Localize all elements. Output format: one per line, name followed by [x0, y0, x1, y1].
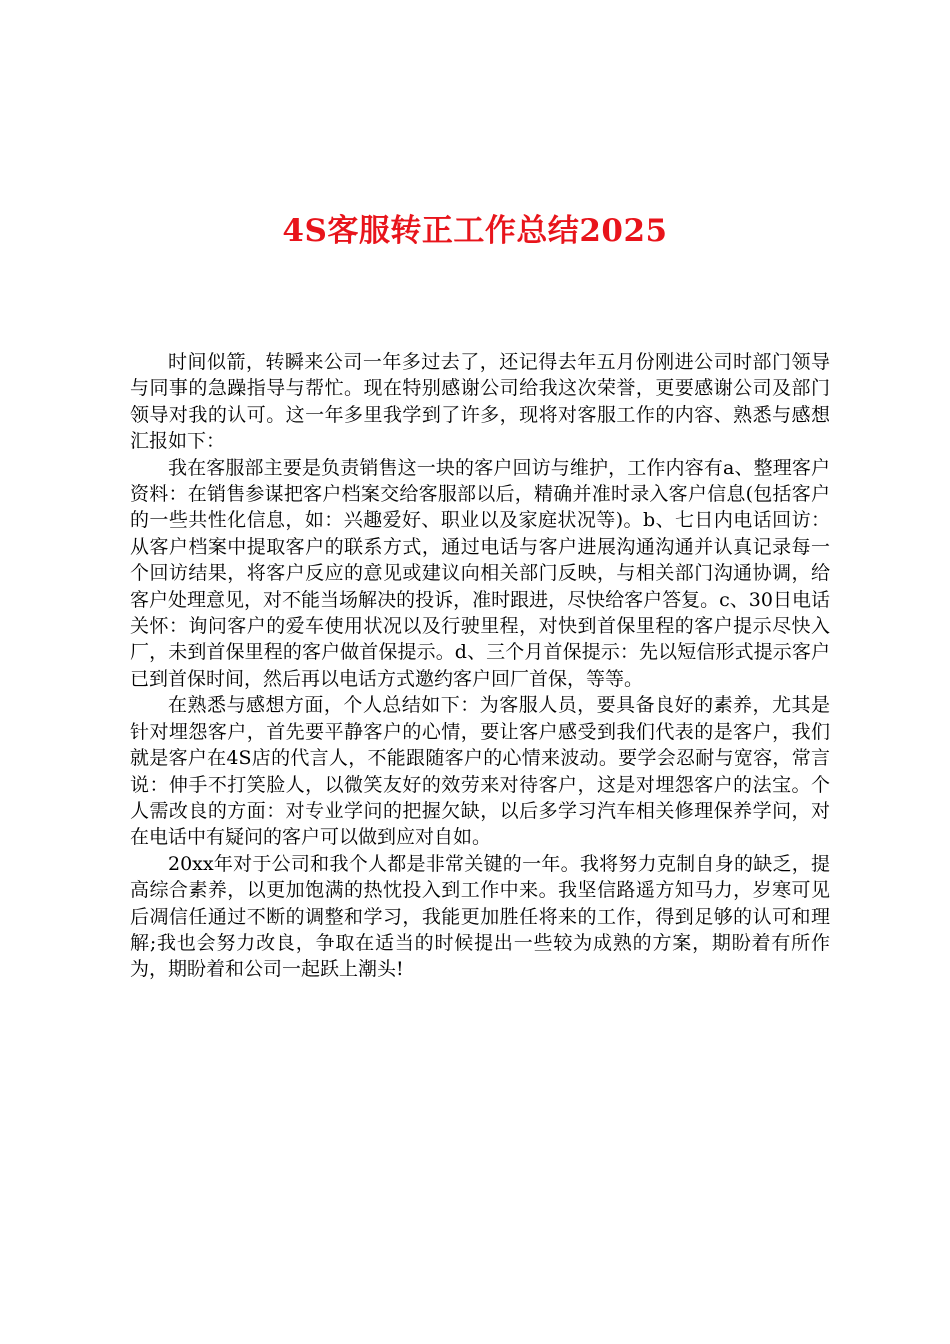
body-paragraph: 我在客服部主要是负责销售这一块的客户回访与维护，工作内容有a、整理客户资料：在销售参谋把客户档案交给客服部以后，精确并准时录入客户信息(包括客户的一些共性化信息，如：兴趣爱好、职业以及家庭状况等)。b、七日内电话回访：从客户档案中提取客户的联系方式，通过电话与客户进展沟通沟通并认真记录每一个回访结果，将客户反应的意见或建议向相关部门反映，与相关部门沟通协调，给客户处理意见，对不能当场解决的投诉，准时跟进，尽快给客户答复。c、30日电话关怀：询问客户的爱车使用状况以及行驶里程，对快到首保里程的客户提示尽快入厂，未到首保里程的客户做首保提示。d、三个月首保提示：先以短信形式提示客户已到首保时间，然后再以电话方式邀约客户回厂首保，等等。	[130, 456, 830, 690]
document-body	[130, 349, 830, 983]
body-paragraph: 在熟悉与感想方面，个人总结如下：为客服人员，要具备良好的素养，尤其是针对埋怨客户，首先要平静客户的心情，要让客户感受到我们代表的是客户，我们就是客户在4S店的代言人，不能跟随客户的心情来波动。要学会忍耐与宽容，常言说：伸手不打笑脸人，以微笑友好的效劳来对待客户，这是对埋怨客户的法宝。个人需改良的方面：对专业学问的把握欠缺，以后多学习汽车相关修理保养学问，对在电话中有疑问的客户可以做到应对自如。	[130, 694, 830, 849]
body-paragraph: 20xx年对于公司和我个人都是非常关键的一年。我将努力克制自身的缺乏，提高综合素养，以更加饱满的热忱投入到工作中来。我坚信路遥方知马力，岁寒可见后凋信任通过不断的调整和学习，我能更加胜任将来的工作，得到足够的认可和理解;我也会努力改良，争取在适当的时候提出一些较为成熟的方案，期盼着有所作为，期盼着和公司一起跃上潮头!	[130, 852, 830, 981]
body-paragraph: 时间似箭，转瞬来公司一年多过去了，还记得去年五月份刚进公司时部门领导与同事的急躁指导与帮忙。现在特别感谢公司给我这次荣誉，更要感谢公司及部门领导对我的认可。这一年多里我学到了许多，现将对客服工作的内容、熟悉与感想汇报如下：	[130, 351, 830, 453]
document-title: 4S客服转正工作总结2025	[282, 213, 668, 249]
